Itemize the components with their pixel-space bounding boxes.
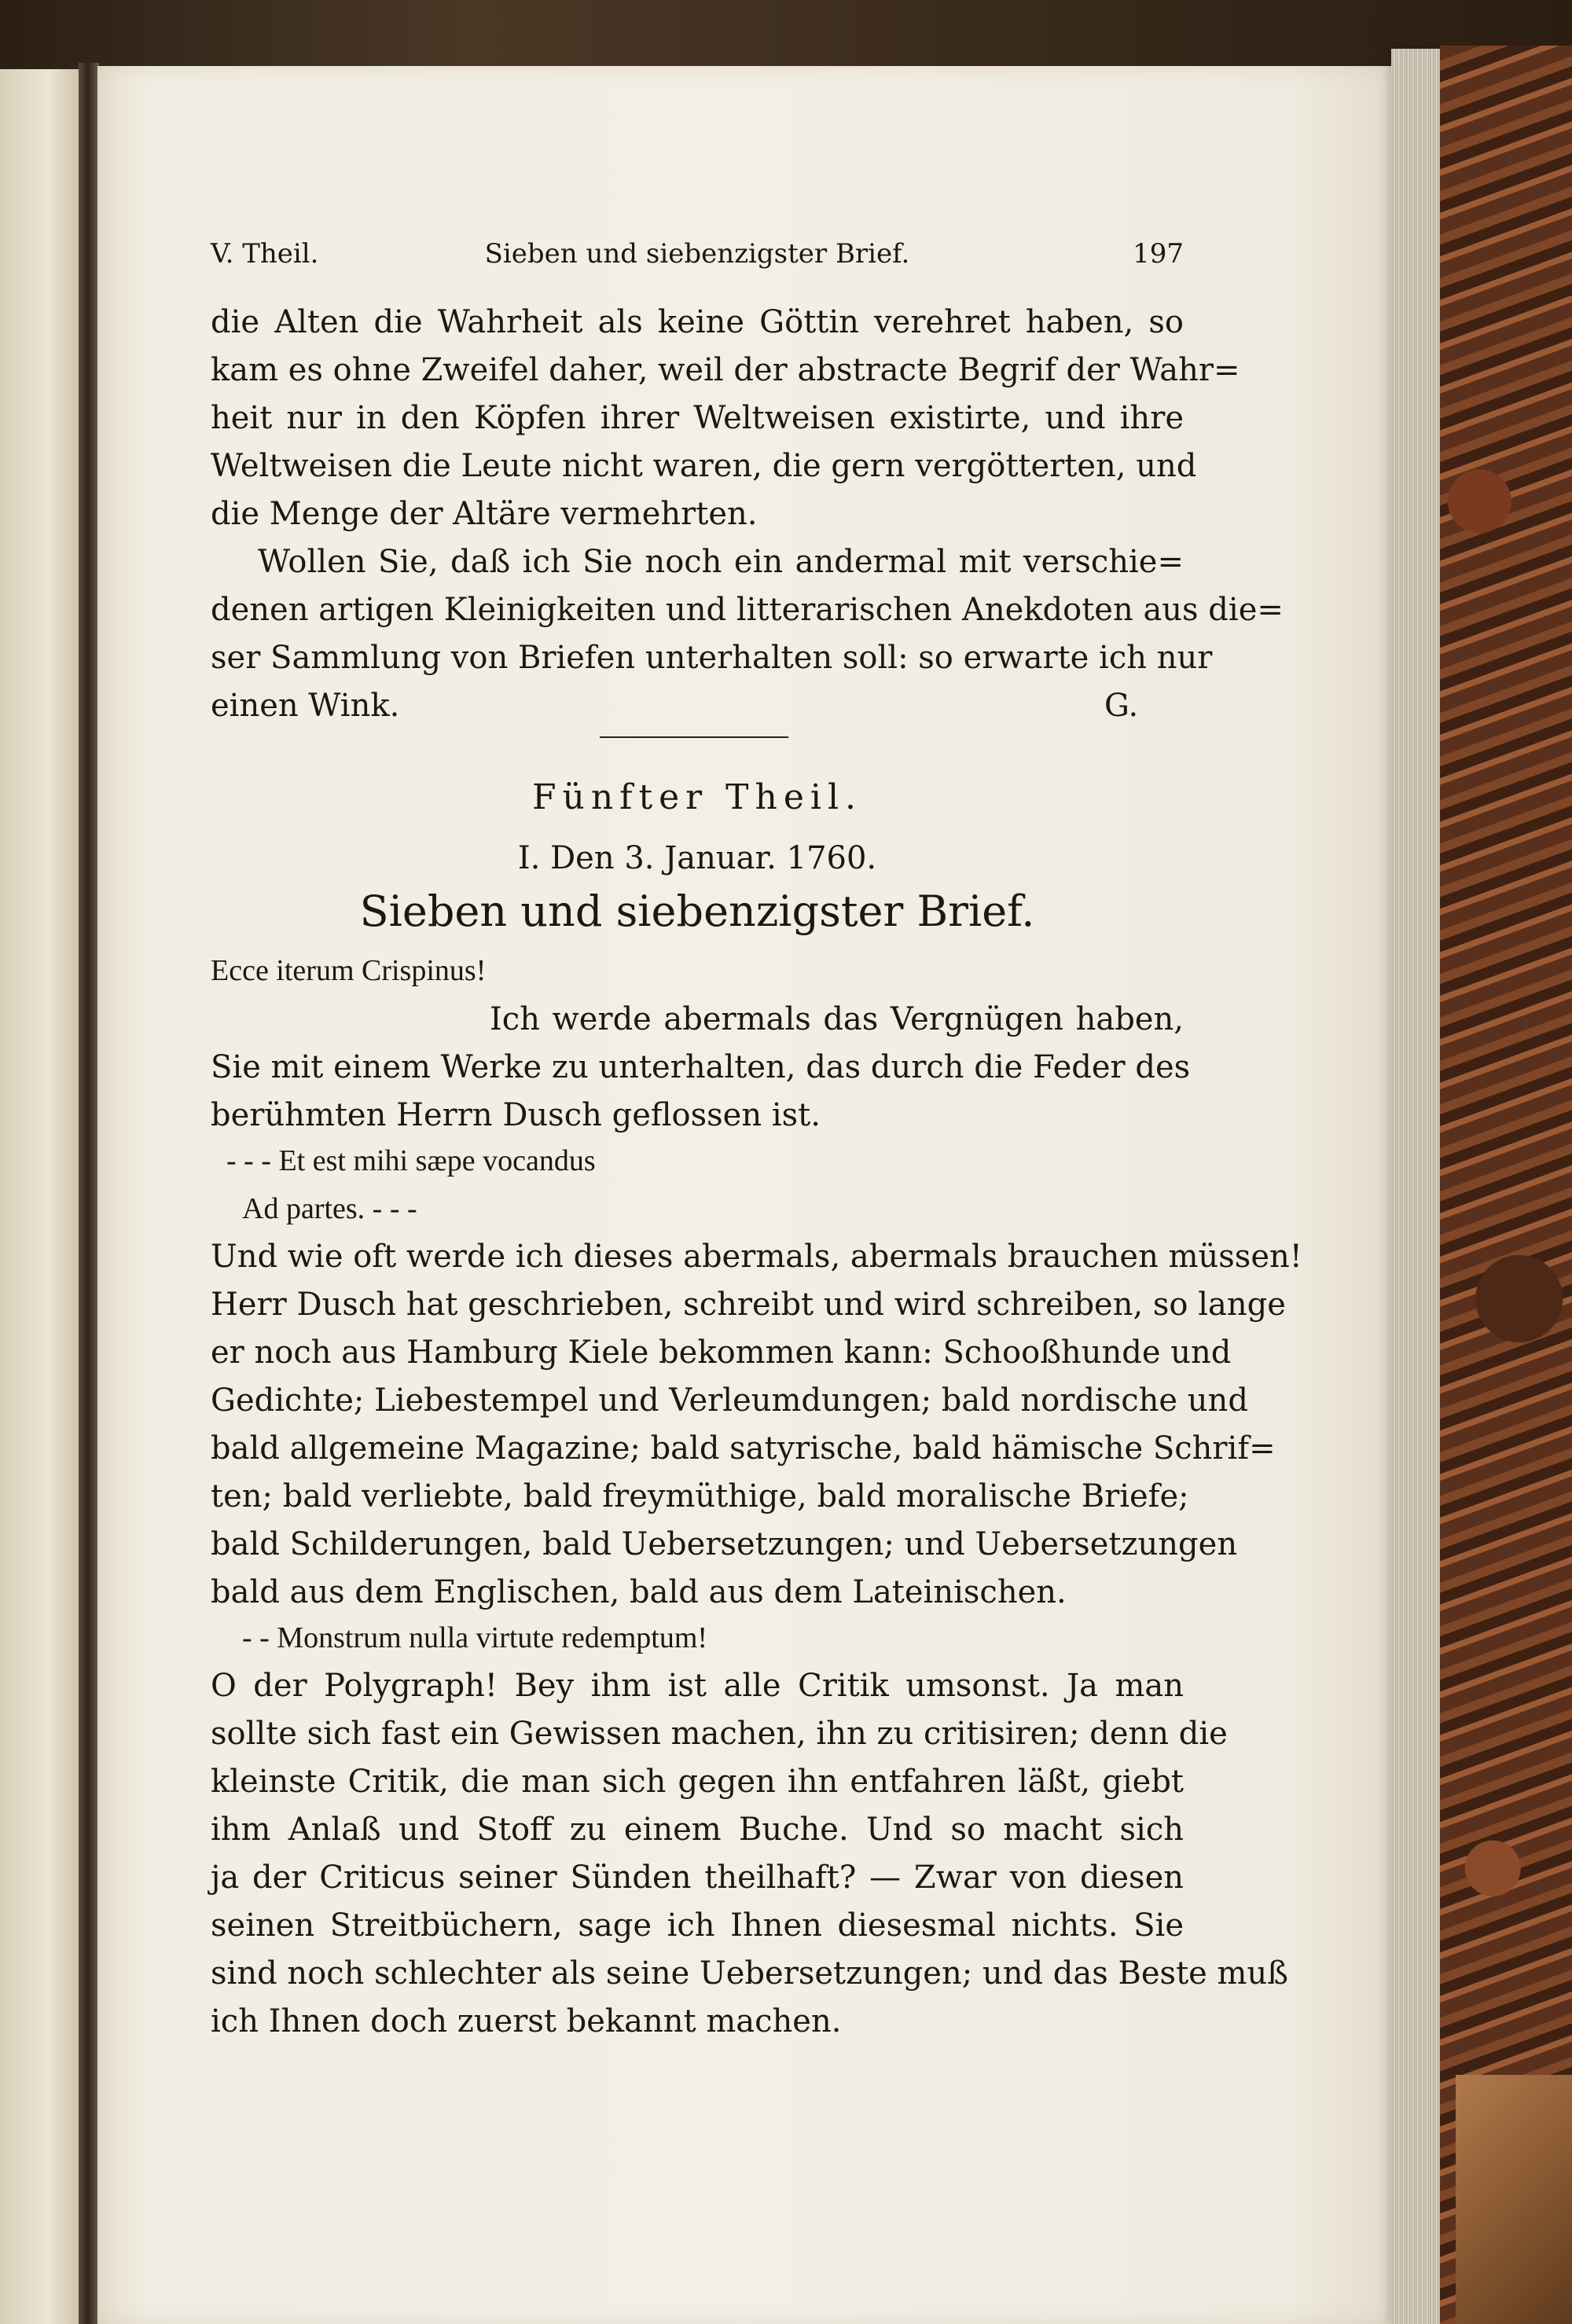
text-line: Ich werde abermals das Vergnügen haben, — [490, 1001, 1184, 1037]
text-line: Weltweisen die Leute nicht waren, die gern vergötterten, und — [211, 448, 1197, 484]
text-line: Und wie oft werde ich dieses abermals, abermals brauchen müssen! — [211, 1239, 1302, 1275]
signature: G. — [1104, 688, 1139, 724]
verse-quote: Ad partes. - - - — [242, 1192, 417, 1225]
text-line: ich Ihnen doch zuerst bekannt machen. — [211, 2003, 842, 2039]
text-line: er noch aus Hamburg Kiele bekommen kann: Schooßhunde und — [211, 1335, 1232, 1371]
text-line: ten; bald verliebte, bald freymüthige, bald moralische Briefe; — [211, 1478, 1189, 1514]
text-line: bald Schilderungen, bald Uebersetzungen; und Uebersetzungen — [211, 1526, 1238, 1562]
text-line: kleinste Critik, die man sich gegen ihn entfahren läßt, giebt — [211, 1764, 1184, 1800]
leather-corner — [1456, 2075, 1572, 2324]
verse-quote: - - - Et est mihi sæpe vocandus — [226, 1144, 596, 1177]
page-number: 197 — [1133, 238, 1184, 270]
text-line: heit nur in den Köpfen ihrer Weltweisen existirte, und ihre — [211, 400, 1184, 436]
header-part: V. Theil. — [211, 238, 319, 270]
section-divider — [600, 736, 788, 738]
text-line: ja der Criticus seiner Sünden theilhaft? — Zwar von diesen — [211, 1860, 1184, 1896]
text-line: sind noch schlechter als seine Uebersetzungen; und das Beste muß — [211, 1955, 1288, 1992]
text-line: die Menge der Altäre vermehrten. — [211, 496, 758, 532]
text-line: berühmten Herrn Dusch geflossen ist. — [211, 1097, 821, 1133]
text-line: ihm Anlaß und Stoff zu einem Buche. Und so macht sich — [211, 1812, 1184, 1848]
letter-title: Sieben und siebenzigster Brief. — [359, 887, 1035, 936]
text-line: denen artigen Kleinigkeiten und litterarischen Anekdoten aus die= — [211, 592, 1284, 628]
text-line: Gedichte; Liebestempel und Verleumdungen; bald nordische und — [211, 1382, 1248, 1419]
text-line: ser Sammlung von Briefen unterhalten soll: so erwarte ich nur — [211, 640, 1213, 676]
book-gutter — [79, 63, 99, 2324]
text-line: bald aus dem Englischen, bald aus dem Lateinischen. — [211, 1574, 1067, 1610]
text-line: die Alten die Wahrheit als keine Göttin verehret haben, so — [211, 304, 1184, 340]
section-title: Fünfter Theil. — [531, 777, 863, 817]
motto: Ecce iterum Crispinus! — [211, 954, 487, 987]
marbled-cover — [1440, 46, 1572, 2324]
text-line: Sie mit einem Werke zu unterhalten, das durch die Feder des — [211, 1049, 1191, 1085]
background-top — [0, 0, 1572, 71]
header-title: Sieben und siebenzigster Brief. — [484, 238, 910, 270]
text-line: kam es ohne Zweifel daher, weil der abstracte Begrif der Wahr= — [211, 352, 1240, 388]
verse-quote: - - Monstrum nulla virtute redemptum! — [242, 1621, 708, 1654]
text-line: O der Polygraph! Bey ihm ist alle Critik umsonst. Ja man — [211, 1668, 1184, 1704]
text-line: seinen Streitbüchern, sage ich Ihnen diesesmal nichts. Sie — [211, 1907, 1184, 1944]
text-line: bald allgemeine Magazine; bald satyrische, bald hämische Schrif= — [211, 1430, 1276, 1467]
page-edges — [1391, 49, 1440, 2324]
text-line: sollte sich fast ein Gewissen machen, ihn zu critisiren; denn die — [211, 1716, 1228, 1752]
letter-date: I. Den 3. Januar. 1760. — [517, 840, 877, 876]
text-line: Herr Dusch hat geschrieben, schreibt und wird schreiben, so lange — [211, 1287, 1286, 1323]
text-line: Wollen Sie, daß ich Sie noch ein andermal mit verschie= — [258, 544, 1184, 580]
left-page-edge — [0, 69, 80, 2324]
text-line: einen Wink. — [211, 688, 400, 724]
